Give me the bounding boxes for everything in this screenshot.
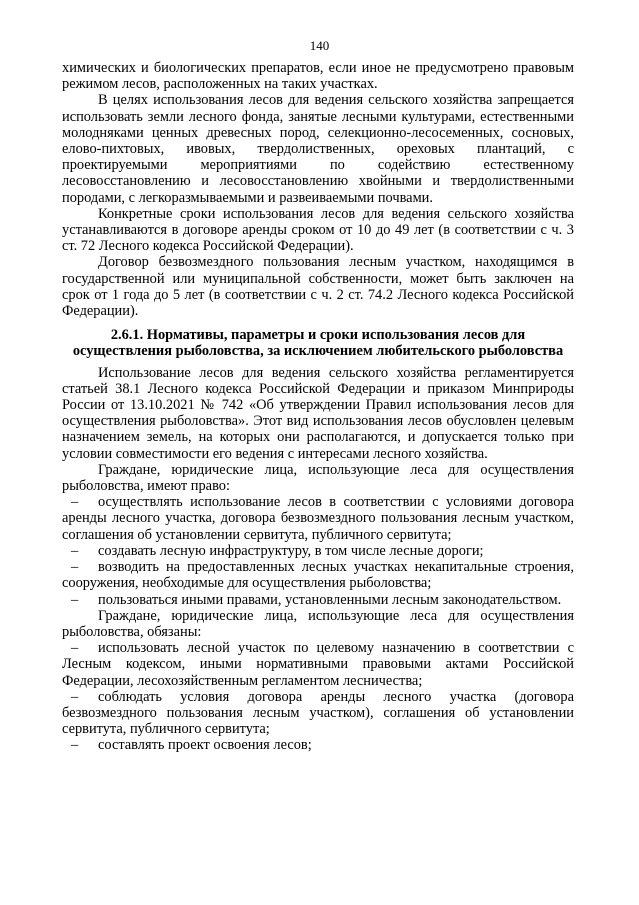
dash-marker: – — [71, 737, 79, 754]
body-paragraph: Граждане, юридические лица, использующие леса для осуществления рыболовства, обязаны: — [62, 607, 574, 640]
list-item-text: осуществлять использование лесов в соответствии с условиями договора аренды лесного участка, договора безвозмездного пользования лесным участком, соглашения об установлении сервитута, публичного сервитута; — [62, 494, 574, 543]
list-item-text: пользоваться иными правами, установленными лесным законодательством. — [98, 591, 562, 608]
list-item-text: соблюдать условия договора аренды лесного участка (договора безвозмездного пользования лесным участком), соглашения об установлении сервитута, публичного сервитута; — [62, 688, 574, 738]
body-paragraph: Договор безвозмездного пользования лесным участком, находящимся в государственной или муниципальной собственности, может быть заключен на срок от 1 года до 5 лет (в соответствии с ч. 2 ст. 74.2 Лесного кодекса Российской Федерации). — [62, 254, 574, 320]
section-heading: 2.6.1. Нормативы, параметры и сроки использования лесов для осуществления рыболовства, за исключением любительского рыболовства — [72, 327, 564, 360]
body-paragraph: В целях использования лесов для ведения сельского хозяйства запрещается использовать земли лесного фонда, занятые лесными культурами, естественными молодняками ценных древесных пород, селекционно-лесосеменных, сосновых, елово-пихтовых, ивовых, твердолиственных, ореховых плантаций, с проектируемыми мероприятиями по содействию естественному лесовосстановлению и лесовосстановлению хвойными и твердолиственными породами, с легкоразмываемыми и развеиваемыми почвами. — [62, 92, 574, 206]
body-paragraph: Использование лесов для ведения сельского хозяйства регламентируется статьей 38.1 Лесного кодекса Российской Федерации и приказом Минприроды России от 13.10.2021 № 742 «Об утверждении Правил использования лесов для осуществления рыболовства». Этот вид использования лесов обусловлен целевым назначением земель, на которых они располагаются, и допускается только при условии совместимости его ведения с интересами лесного хозяйства. — [62, 364, 574, 462]
list-item — [62, 689, 574, 738]
page-number: 140 — [309, 38, 330, 53]
body-paragraph: Конкретные сроки использования лесов для ведения сельского хозяйства устанавливаются в договоре аренды сроком от 10 до 49 лет (в соответствии с ч. 3 ст. 72 Лесного кодекса Российской Федерации). — [62, 205, 574, 255]
list-item-text: составлять проект освоения лесов; — [98, 737, 312, 754]
dash-marker: – — [71, 542, 79, 559]
page-content — [62, 60, 574, 754]
list-item — [62, 737, 574, 753]
list-item — [62, 640, 574, 689]
dash-marker: – — [71, 559, 79, 576]
body-paragraph: химических и биологических препаратов, если иное не предусмотрено правовым режимом лесов, расположенных на таких участках. — [62, 60, 574, 93]
list-item — [62, 592, 574, 608]
dash-marker: – — [71, 494, 79, 511]
list-item — [62, 494, 574, 543]
list-item — [62, 559, 574, 591]
dash-marker: – — [71, 591, 79, 608]
list-item-text: возводить на предоставленных лесных участках некапитальные строения, сооружения, необходимые для осуществления рыболовства; — [62, 559, 574, 592]
list-item-text: использовать лесной участок по целевому назначению в соответствии с Лесным кодексом, иными нормативными правовыми актами Российской Федерации, лесохозяйственным регламентом лесничества; — [62, 640, 574, 689]
body-paragraph: Граждане, юридические лица, использующие леса для осуществления рыболовства, имеют право: — [62, 461, 574, 495]
dash-marker: – — [71, 688, 79, 705]
list-item — [62, 543, 574, 559]
dash-marker: – — [71, 640, 79, 657]
list-item-text: создавать лесную инфраструктуру, в том числе лесные дороги; — [98, 542, 484, 559]
